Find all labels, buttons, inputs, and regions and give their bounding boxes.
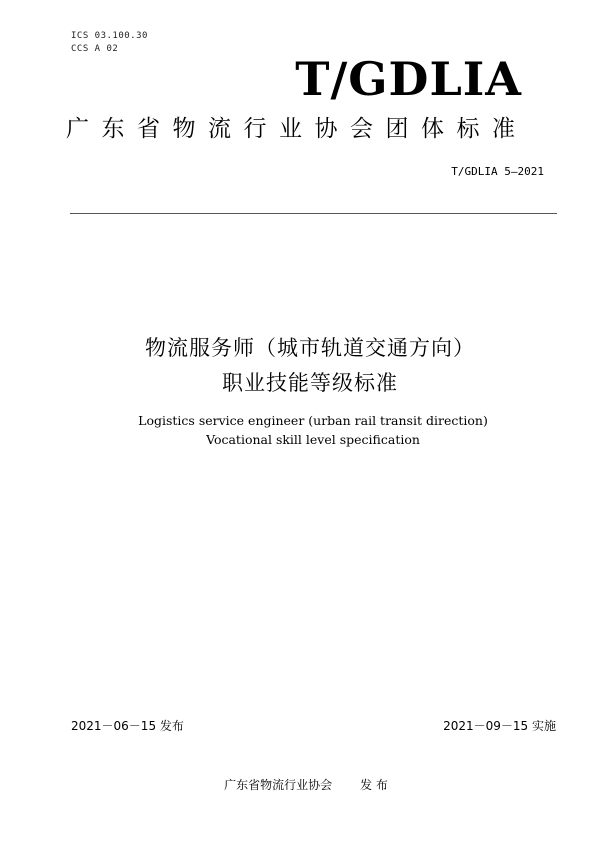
ccs-code: CCS A 02 (71, 44, 119, 54)
title-cn-line2: 职业技能等级标准 (222, 371, 398, 395)
publisher-line (0, 776, 600, 793)
standard-brand-mark: T/GDLIA (295, 52, 522, 106)
standard-number: T/GDLIA 5—2021 (451, 165, 544, 178)
implementation-date: 2021－09－15 实施 (443, 719, 556, 733)
organization-standard-heading: 广东省物流行业协会团体标准 (66, 116, 528, 142)
title-en-line1: Logistics service engineer (urban rail transit direction) (138, 413, 488, 428)
title-en-line2: Vocational skill level specification (206, 432, 420, 447)
publish-action: 发 布 (360, 778, 388, 792)
ics-code: ICS 03.100.30 (71, 31, 148, 41)
publisher-name: 广东省物流行业协会 (224, 778, 333, 792)
title-cn-line1: 物流服务师（城市轨道交通方向） (145, 336, 475, 360)
header-divider (70, 213, 557, 214)
issue-date: 2021－06－15 发布 (71, 719, 184, 733)
